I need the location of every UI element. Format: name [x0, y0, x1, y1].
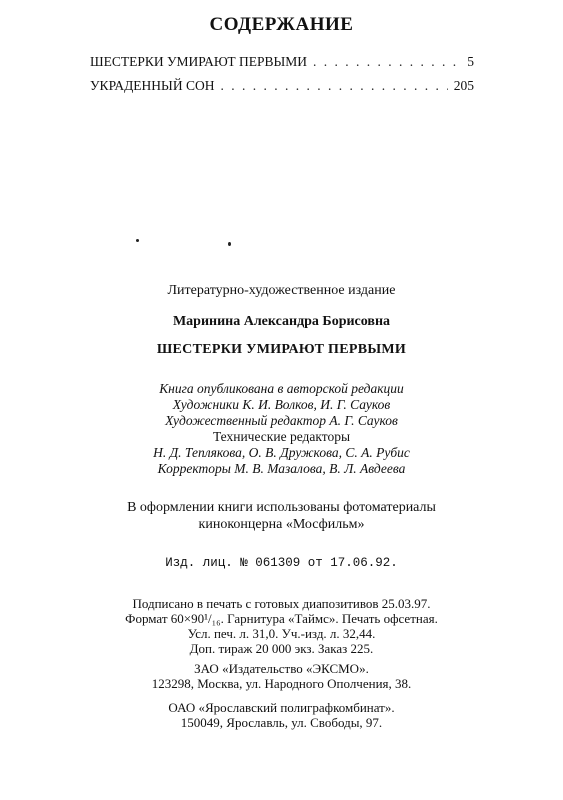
toc-entry-page: 5	[467, 54, 474, 69]
toc-entry[interactable]	[90, 78, 474, 96]
publisher-line: ЗАО «Издательство «ЭКСМО».	[194, 661, 369, 676]
scan-speck	[228, 242, 231, 246]
print-info-line: Доп. тираж 20 000 экз. Заказ 225.	[189, 641, 374, 656]
print-info-line: Подписано в печать с готовых диапозитивов 25.03.97.	[132, 596, 431, 611]
credit-line: Художники К. И. Волков, И. Г. Сауков	[172, 397, 391, 412]
credit-line: Художественный редактор А. Г. Сауков	[165, 413, 398, 428]
credit-line: Технические редакторы	[212, 429, 351, 444]
toc-heading: СОДЕРЖАНИЕ	[209, 14, 354, 35]
author-name: Маринина Александра Борисовна	[172, 314, 391, 329]
publisher-line: 123298, Москва, ул. Народного Ополчения, 38.	[151, 676, 412, 691]
toc-entry-page: 205	[453, 78, 474, 93]
toc-entry[interactable]	[90, 54, 474, 72]
edition-type: Литературно-художественное издание	[167, 283, 396, 298]
printer-line: ОАО «Ярославский полиграфкомбинат».	[168, 700, 395, 715]
book-title: ШЕСТЕРКИ УМИРАЮТ ПЕРВЫМИ	[156, 342, 407, 357]
toc-entry-title: ШЕСТЕРКИ УМИРАЮТ ПЕРВЫМИ	[90, 54, 308, 69]
toc-leader-dots	[220, 78, 447, 94]
photo-note-line: киноконцерна «Мосфильм»	[198, 517, 365, 532]
printer-line: 150049, Ярославль, ул. Свободы, 97.	[180, 715, 383, 730]
print-info-line: Усл. печ. л. 31,0. Уч.-изд. л. 32,44.	[187, 626, 376, 641]
photo-note-line: В оформлении книги использованы фотоматериалы	[127, 500, 436, 515]
credit-line: Н. Д. Теплякова, О. В. Дружкова, С. А. Рубис	[153, 445, 410, 460]
print-info-line: Формат 60×90¹/₁₆. Гарнитура «Таймс». Печать офсетная.	[125, 611, 438, 626]
scan-speck	[136, 239, 139, 242]
credit-line: Корректоры М. В. Мазалова, В. Л. Авдеева	[157, 461, 406, 476]
toc-leader-dots	[313, 54, 461, 70]
toc-entry-title: УКРАДЕННЫЙ СОН	[90, 78, 215, 93]
credit-line: Книга опубликована в авторской редакции	[159, 381, 404, 396]
license-number: Изд. лиц. № 061309 от 17.06.92.	[165, 556, 398, 570]
